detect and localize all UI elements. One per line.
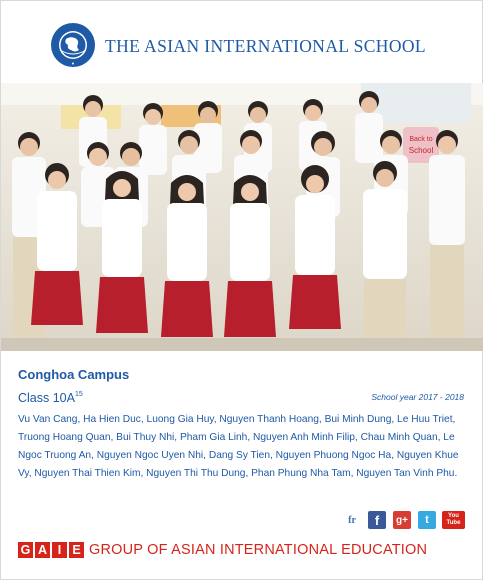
youtube-icon-top: You [448, 513, 459, 519]
school-name: THE ASIAN INTERNATIONAL SCHOOL [105, 36, 426, 56]
youtube-icon-bottom: Tube [446, 520, 461, 526]
class-photo [1, 83, 483, 351]
gaie-letter-i: I [52, 542, 67, 558]
footer-title: GROUP OF ASIAN INTERNATIONAL EDUCATION [89, 542, 428, 558]
gaie-letter-a: A [35, 542, 50, 558]
svg-text:Back to: Back to [409, 136, 433, 143]
header [1, 1, 483, 85]
student-names: Vu Van Cang, Ha Hien Duc, Luong Gia Huy, Nguyen Thanh Hoang, Bui Minh Dung, Le Huu Triet, Truong Hoang Quan, Bui Thuy Nhi, Pham Gia Linh, Nguyen Anh Minh Filip, Chau Minh Quan, Le Ngoc Truong An, Nguyen Ngoc Uyen Nhi, Dang Sy Tien, Nguyen Phuong Ngoc Ha, Nguyen Khue Vy, Nguyen Thai Thien Kim, Nguyen Thi Thu Dung, Phan Phung Nha Tam, Nguyen Tan Vinh Phu. [18, 414, 459, 479]
twitter-icon[interactable]: t [418, 511, 436, 529]
fr-icon[interactable]: fr [343, 511, 361, 529]
google-plus-icon[interactable]: g+ [393, 511, 411, 529]
youtube-icon[interactable] [442, 511, 465, 529]
svg-text:School: School [408, 146, 434, 155]
campus-title: Conghoa Campus [18, 367, 130, 382]
class-label-superscript: 15 [74, 390, 83, 398]
class-label [18, 391, 83, 405]
gaie-letter-g: G [18, 542, 33, 558]
school-logo [50, 22, 96, 68]
facebook-icon[interactable]: f [368, 511, 386, 529]
school-year: School year 2017 - 2018 [371, 392, 464, 402]
class-label-text: Class 10A [18, 391, 75, 405]
footer [18, 541, 427, 559]
gaie-letter-e: E [69, 542, 84, 558]
